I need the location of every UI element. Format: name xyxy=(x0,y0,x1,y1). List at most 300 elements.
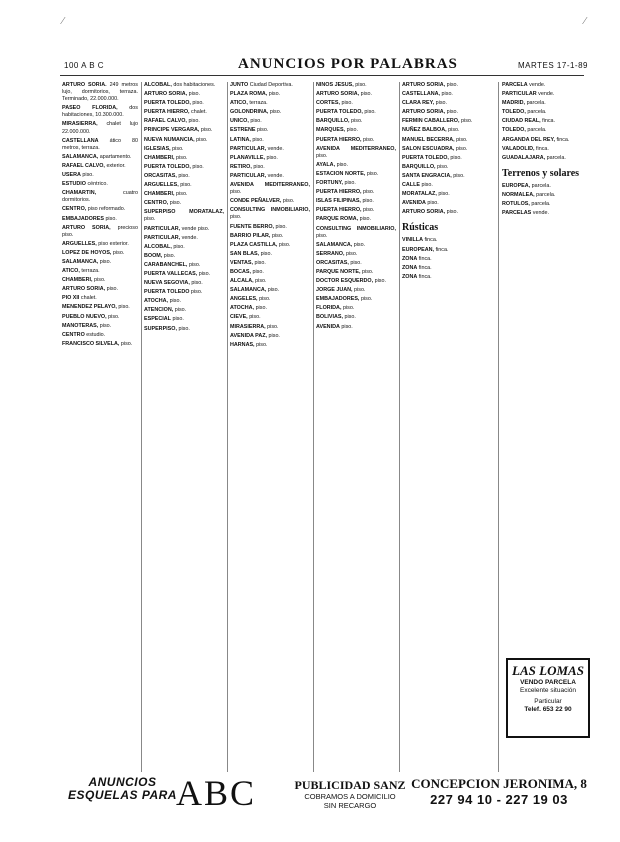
classified-ad xyxy=(230,118,310,125)
ad-text: piso. xyxy=(359,216,372,223)
classified-ad xyxy=(230,233,310,240)
ad-text: piso. xyxy=(363,189,375,196)
ad-text: piso. xyxy=(200,127,213,134)
classified-ad xyxy=(402,265,494,272)
ad-text: parcela. xyxy=(531,201,551,208)
ad-keyword: AVENIDA PAZ, xyxy=(230,332,268,339)
footer-banner xyxy=(60,773,590,826)
ad-keyword: PARTICULAR, xyxy=(144,234,181,241)
ad-keyword: PUERTA TOLEDO, xyxy=(402,154,449,161)
ad-text: piso. xyxy=(344,180,356,187)
ad-text: piso. xyxy=(345,250,358,257)
ad-keyword: MENENDEZ PELAYO, xyxy=(62,304,117,311)
ad-keyword: MIRASIERRA, xyxy=(62,121,98,128)
ad-text: finca. xyxy=(536,145,549,152)
classified-ad xyxy=(316,278,396,285)
ad-text: vende. xyxy=(181,234,198,241)
classified-ad xyxy=(316,251,396,258)
ad-text: piso. xyxy=(441,91,453,98)
ad-text: piso. xyxy=(180,182,192,189)
ad-text: piso. xyxy=(178,172,190,179)
ad-keyword: PARTICULAR, xyxy=(144,225,181,232)
classified-ad xyxy=(230,287,310,294)
ad-text: ático 80 metros, terraza. xyxy=(62,137,138,151)
classified-ad xyxy=(402,82,494,89)
ad-keyword: ATOCHA, xyxy=(230,305,255,312)
classified-ad xyxy=(502,100,588,107)
classified-ad xyxy=(62,163,138,170)
ad-keyword: ALCOBAL, xyxy=(144,243,172,250)
ad-text: piso. xyxy=(435,100,448,107)
ad-keyword: CASTELLANA xyxy=(62,137,99,144)
ad-text: piso. xyxy=(362,198,374,205)
ad-text: parcela. xyxy=(546,154,566,161)
ad-keyword: SUPERPISO MORATALAZ, xyxy=(144,209,224,216)
ad-keyword: GUADALAJARA, xyxy=(502,154,546,161)
ad-keyword: ARTURO SORIA, xyxy=(62,224,111,231)
ad-keyword: NUÑEZ BALBOA, xyxy=(402,127,447,134)
header-rule xyxy=(60,75,584,76)
classified-ad xyxy=(402,127,494,134)
classified-ad xyxy=(62,172,138,179)
ad-keyword: BARRIO PILAR, xyxy=(230,232,271,239)
ad-keyword: PLAZA CASTILLA, xyxy=(230,241,278,248)
ad-keyword: CLARA REY, xyxy=(402,100,435,107)
classified-ad xyxy=(230,100,310,107)
ad-keyword: SALON ESCUADRA, xyxy=(402,145,455,152)
column-1 xyxy=(62,82,138,772)
ad-keyword: NUEVA NUMANCIA, xyxy=(144,136,195,143)
classified-ad xyxy=(62,314,138,321)
ad-text: dos habitaciones, 10.300.000. xyxy=(62,105,138,119)
column-divider xyxy=(399,82,400,772)
ad-text: parcela. xyxy=(527,127,547,134)
classified-ad xyxy=(316,137,396,144)
classified-ad xyxy=(62,190,138,204)
ad-keyword: EMBAJADORES xyxy=(62,215,104,222)
classified-ad xyxy=(502,137,588,144)
classified-ad xyxy=(230,137,310,144)
ad-text: piso. xyxy=(453,172,465,179)
ad-text: piso. xyxy=(363,207,375,214)
classified-ad xyxy=(316,260,396,267)
classified-ad xyxy=(230,296,310,303)
ad-keyword: RAFAEL CALVO, xyxy=(62,162,105,169)
classified-ad xyxy=(230,91,310,98)
ad-text: piso. xyxy=(341,323,353,330)
classified-ad xyxy=(402,237,494,244)
classified-ad xyxy=(316,287,396,294)
classified-ad xyxy=(144,100,224,107)
classified-ad xyxy=(144,200,224,207)
classified-ad xyxy=(230,109,310,116)
ad-keyword: MADRID, xyxy=(502,100,526,107)
ad-text: piso. xyxy=(191,280,203,287)
classified-ad xyxy=(502,109,588,116)
classified-ad xyxy=(144,137,224,144)
classified-ad xyxy=(502,210,588,217)
column-divider xyxy=(227,82,228,772)
ad-keyword: PLAZA ROMA, xyxy=(230,91,268,98)
boxed-ad-line: VENDO PARCELA xyxy=(520,679,576,686)
classified-ad xyxy=(502,91,588,98)
ad-text: piso. xyxy=(438,191,450,198)
classified-ad xyxy=(502,118,588,125)
ad-text: piso. xyxy=(446,209,459,216)
ad-text: piso. xyxy=(267,323,279,330)
classified-ad xyxy=(502,155,588,162)
classified-ad xyxy=(62,332,138,339)
boxed-ad-line: Particular xyxy=(534,698,562,705)
ad-keyword: PARTICULAR, xyxy=(230,145,267,152)
classified-ad xyxy=(230,260,310,267)
ad-text: piso. xyxy=(364,109,376,116)
ad-keyword: UNICO, xyxy=(230,118,249,125)
ad-text: piso. xyxy=(446,109,459,116)
classified-ad xyxy=(230,333,310,340)
ad-keyword: CALLE xyxy=(402,182,420,189)
classified-ad xyxy=(316,242,396,249)
column-divider xyxy=(141,82,142,772)
ad-keyword: NORMALEA, xyxy=(502,191,535,198)
ad-text: vende. xyxy=(532,210,549,217)
ad-keyword: DOCTOR ESQUERDO, xyxy=(316,278,374,285)
ad-text: piso reformado. xyxy=(87,206,126,213)
classified-ad xyxy=(62,341,138,348)
ad-keyword: FERMIN CABALLERO, xyxy=(402,118,460,125)
footer-left-line: ANUNCIOS xyxy=(88,775,157,789)
page-title: ANUNCIOS POR PALABRAS xyxy=(238,56,458,72)
ad-keyword: SALAMANCA, xyxy=(230,287,267,294)
footer-right xyxy=(404,776,594,807)
classified-ad xyxy=(62,105,138,119)
ad-keyword: ROTULOS, xyxy=(502,201,530,208)
classified-ad xyxy=(502,192,588,199)
classified-ad xyxy=(316,198,396,205)
classified-ad xyxy=(144,82,224,89)
classified-ad xyxy=(144,271,224,278)
classified-ad xyxy=(144,109,224,116)
section-heading: Rústicas xyxy=(402,222,439,234)
classified-ad xyxy=(316,226,396,240)
ad-keyword: CHAMBERI, xyxy=(144,191,175,198)
classified-ad xyxy=(62,121,138,135)
classified-ad xyxy=(144,326,224,333)
ad-keyword: ESPECIAL xyxy=(144,316,171,323)
ad-text: piso. xyxy=(172,145,184,152)
ad-text: piso. xyxy=(176,191,188,198)
classified-ad xyxy=(316,324,396,331)
ad-text: piso. xyxy=(350,259,362,266)
ad-text: piso. xyxy=(351,118,363,125)
classified-ad xyxy=(144,155,224,162)
ad-text: piso. xyxy=(275,223,287,230)
ad-text: parcela. xyxy=(531,182,551,189)
classified-ad xyxy=(316,162,396,169)
ad-text: piso. xyxy=(461,118,473,125)
ad-keyword: MIRASIERRA, xyxy=(230,323,266,330)
ad-text: piso. xyxy=(346,127,358,134)
classified-ad xyxy=(402,164,494,171)
ad-keyword: LOPEZ DE HOYOS, xyxy=(62,249,112,256)
ad-text: vende. xyxy=(267,172,284,179)
ad-keyword: PUERTA VALLECAS, xyxy=(144,270,198,277)
ad-text: piso. xyxy=(255,278,267,285)
ad-keyword: PARCELA xyxy=(502,82,528,88)
footer-middle-line: SIN RECARGO xyxy=(323,800,377,810)
ad-text: piso. xyxy=(163,252,176,259)
ad-keyword: PARTICULAR, xyxy=(230,172,267,179)
ad-keyword: TOLEDO, xyxy=(502,127,526,134)
ad-keyword: PUERTA HIERRO, xyxy=(316,189,362,196)
ad-text: piso. xyxy=(455,145,468,152)
ad-keyword: BARQUILLO, xyxy=(316,118,350,125)
ad-text: finca. xyxy=(418,255,432,262)
ad-keyword: AVENIDA xyxy=(316,323,340,330)
ad-text: céntrico. xyxy=(87,181,108,188)
ad-keyword: PARQUE ROMA, xyxy=(316,216,359,223)
ad-keyword: ARGUELLES, xyxy=(62,240,97,247)
classified-ad xyxy=(502,127,588,134)
classified-ad xyxy=(62,295,138,302)
ad-keyword: ARTURO SORIA. xyxy=(62,82,107,88)
ad-keyword: ARTURO SORIA, xyxy=(144,91,188,98)
ad-keyword: ATENCION, xyxy=(144,307,174,314)
ad-text: piso. xyxy=(269,109,282,116)
classified-ad xyxy=(144,280,224,287)
classified-ad xyxy=(316,305,396,312)
page-date: MARTES 17-1-89 xyxy=(518,61,588,70)
ad-keyword: VINILLA xyxy=(402,237,423,244)
ad-keyword: PUERTA TOLEDO, xyxy=(144,163,191,170)
ad-keyword: ZONA xyxy=(402,264,418,271)
ad-text: piso. xyxy=(108,313,120,320)
classified-ad xyxy=(230,173,310,180)
ad-keyword: USERA xyxy=(62,172,81,179)
ad-keyword: ATOCHA, xyxy=(144,298,169,305)
ad-keyword: AVENIDA xyxy=(402,200,426,207)
classified-ad xyxy=(316,91,396,98)
ad-text: piso. xyxy=(341,100,353,107)
classified-ad xyxy=(502,183,588,190)
ad-keyword: PUERTA HIERRO, xyxy=(316,207,362,214)
column-6 xyxy=(502,82,588,652)
ad-keyword: ARGANDA DEL REY, xyxy=(502,136,556,143)
ad-keyword: AVENIDA MEDITERRANEO, xyxy=(230,182,310,189)
classified-ad xyxy=(62,154,138,161)
classified-ad xyxy=(402,182,494,189)
ad-keyword: ARGUELLES, xyxy=(144,182,179,189)
ad-keyword: SALAMANCA, xyxy=(62,258,99,265)
ad-text: piso. xyxy=(456,136,468,143)
ad-text: piso. xyxy=(250,118,262,125)
footer-left-line: ESQUELAS PARA xyxy=(68,788,177,802)
ad-keyword: CENTRO xyxy=(62,331,85,338)
ad-text: piso. xyxy=(174,307,187,314)
ad-keyword: CARABANCHEL, xyxy=(144,261,188,268)
ad-keyword: SERRANO, xyxy=(316,250,345,257)
ad-text: precioso piso. xyxy=(62,224,138,238)
ad-keyword: NUEVA SEGOVIA, xyxy=(144,280,190,287)
ad-text: piso. xyxy=(230,214,242,221)
ad-text: 249 metros lujo, dormitorios, terraza. Terminado, 22.000.000. xyxy=(62,82,138,103)
ad-text: piso. xyxy=(282,198,295,205)
classified-ad xyxy=(62,138,138,152)
classified-ad xyxy=(230,251,310,258)
classified-ad xyxy=(144,146,224,153)
ad-text: Ciudad Deportiva. xyxy=(249,82,293,88)
ad-text: finca. xyxy=(418,264,432,271)
ad-keyword: MARQUES, xyxy=(316,127,346,134)
boxed-ad-title: LAS LOMAS xyxy=(512,663,584,678)
ad-text: piso. xyxy=(267,287,280,294)
ad-keyword: CORTES, xyxy=(316,100,340,107)
classified-ad xyxy=(230,207,310,221)
ad-text: vende. xyxy=(538,91,555,98)
ad-keyword: MANOTERAS, xyxy=(62,322,99,329)
ad-text: vende. xyxy=(529,82,546,88)
classified-ad xyxy=(230,198,310,205)
ad-text: finca. xyxy=(556,136,570,143)
ad-text: piso. xyxy=(252,136,264,143)
classified-ad xyxy=(230,146,310,153)
ad-text: finca. xyxy=(424,237,438,244)
ad-text: parcela. xyxy=(527,109,547,116)
classified-ad xyxy=(502,82,588,89)
ad-text: piso. xyxy=(354,287,366,294)
ad-text: piso. xyxy=(94,277,106,284)
ad-keyword: RAFAEL CALVO, xyxy=(144,118,187,125)
ad-text: piso. xyxy=(118,304,130,311)
classified-ad xyxy=(402,191,494,198)
ad-keyword: BARQUILLO, xyxy=(402,163,436,170)
classified-ad xyxy=(144,226,224,233)
ad-text: piso. xyxy=(355,82,367,88)
classified-ad xyxy=(402,200,494,207)
column-5 xyxy=(402,82,494,772)
classified-ad xyxy=(144,209,224,223)
ad-text: piso exterior. xyxy=(98,240,129,247)
ad-keyword: JORGE JUAN, xyxy=(316,287,353,294)
ad-keyword: BOLIVIAS, xyxy=(316,314,343,321)
ad-text: piso. xyxy=(448,127,460,134)
abc-logo: ABC xyxy=(176,773,257,813)
ad-text: apartamento. xyxy=(99,153,132,160)
ad-keyword: SALAMANCA, xyxy=(62,153,99,160)
ad-text: piso. xyxy=(253,163,265,170)
classified-ad xyxy=(316,269,396,276)
ad-keyword: PUERTA TOLEDO xyxy=(144,289,190,296)
ad-text: chalet lujo 22.000.000. xyxy=(62,121,138,135)
ad-text: piso. xyxy=(316,152,328,159)
ad-keyword: FRANCISCO SILVELA, xyxy=(62,340,120,347)
boxed-ad-phone: Telef. 653 22 90 xyxy=(524,706,572,713)
ad-text: piso. xyxy=(363,136,375,143)
ad-text: piso. xyxy=(173,243,185,250)
classified-ad xyxy=(62,304,138,311)
ad-text: piso. xyxy=(105,215,117,222)
ad-keyword: MANUEL BECERRA, xyxy=(402,136,455,143)
ad-text: piso. xyxy=(344,314,356,321)
section-heading: Terrenos y solares xyxy=(502,167,580,179)
ad-keyword: CHAMBERI, xyxy=(144,154,175,161)
classified-ad xyxy=(316,180,396,187)
classified-ad xyxy=(316,314,396,321)
ad-keyword: CHAMARTIN, xyxy=(62,190,97,197)
ad-text: piso. xyxy=(256,341,268,348)
classified-ad xyxy=(144,182,224,189)
ad-keyword: NIÑOS JESUS, xyxy=(316,82,354,88)
ad-text: piso. xyxy=(99,322,112,329)
classified-ad xyxy=(402,173,494,180)
classified-ad xyxy=(144,91,224,98)
ad-text: piso. xyxy=(112,249,125,256)
ad-text: piso. xyxy=(271,232,284,239)
ad-text: piso. xyxy=(255,305,267,312)
classified-ad xyxy=(144,316,224,323)
ad-keyword: PRINCIPE VERGARA, xyxy=(144,127,200,134)
classified-ad xyxy=(402,247,494,254)
ad-keyword: SALAMANCA, xyxy=(316,241,353,248)
classified-ad xyxy=(62,216,138,223)
ad-text: piso. xyxy=(360,91,373,98)
classified-ad xyxy=(230,314,310,321)
classified-ad xyxy=(316,296,396,303)
ad-keyword: JUNTO xyxy=(230,82,249,88)
ad-keyword: SANTA ENGRACIA, xyxy=(402,172,452,179)
ad-keyword: ATICO, xyxy=(230,100,248,107)
classified-ad xyxy=(230,182,310,196)
ad-text: piso. xyxy=(172,316,184,323)
ad-text: piso. xyxy=(188,118,200,125)
ad-text: parcela. xyxy=(536,191,556,198)
ad-text: piso. xyxy=(446,82,459,88)
classified-ad xyxy=(402,91,494,98)
ad-keyword: PUERTA HIERRO, xyxy=(316,136,362,143)
boxed-ad-line: Excelente situación xyxy=(519,687,576,694)
classified-ad xyxy=(502,146,588,153)
classified-ad xyxy=(402,109,494,116)
classified-ad xyxy=(316,171,396,178)
ad-keyword: GOLONDRINA, xyxy=(230,109,269,116)
ad-text: finca. xyxy=(542,118,556,125)
classified-ad xyxy=(230,164,310,171)
classified-ad xyxy=(62,286,138,293)
classified-ad xyxy=(62,268,138,275)
ad-keyword: FUENTE BERRO, xyxy=(230,223,275,230)
classified-ad xyxy=(402,256,494,263)
ad-text: piso. xyxy=(362,268,374,275)
ad-keyword: ARTURO SORIA, xyxy=(402,109,446,116)
column-divider xyxy=(313,82,314,772)
classified-ad xyxy=(402,146,494,153)
classified-ad xyxy=(144,262,224,269)
classified-ad xyxy=(402,155,494,162)
classified-ad xyxy=(62,259,138,266)
ad-keyword: ESTRENE xyxy=(230,127,256,134)
classified-ad xyxy=(230,342,310,349)
ad-keyword: HARNAS, xyxy=(230,341,255,348)
ad-text: piso. xyxy=(252,268,264,275)
ad-keyword: EUROPEA, xyxy=(502,182,531,189)
ad-text: piso. xyxy=(316,232,328,239)
ad-text: piso. xyxy=(421,182,433,189)
page-header xyxy=(0,56,620,74)
corner-mark-icon: ⁄ xyxy=(584,16,586,27)
classified-ad xyxy=(62,82,138,103)
ad-keyword: ZONA xyxy=(402,273,418,280)
ad-text: piso. xyxy=(144,216,156,223)
